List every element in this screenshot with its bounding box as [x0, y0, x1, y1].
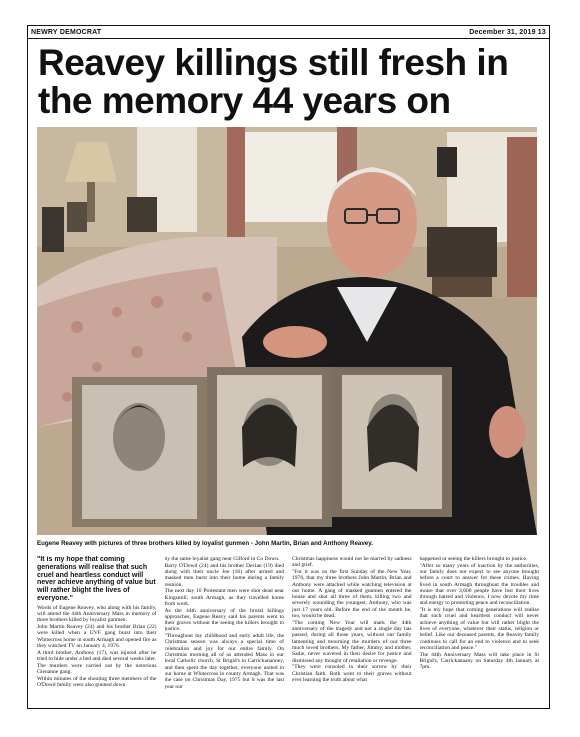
- headline-line-1: Reavey killings still fresh in: [38, 42, 509, 83]
- article-body: [37, 556, 539, 704]
- date-page-number: December 31, 2019 13: [469, 29, 546, 36]
- photo-illustration: [37, 127, 537, 535]
- paragraph: The murders were carried out by the notorious Glenanne gang.: [37, 662, 157, 675]
- publication-name: NEWRY DEMOCRAT: [31, 29, 102, 36]
- article-column-3: [292, 556, 412, 704]
- paragraph: "It is my hope that coming generations will realise that such cruel and heartless conduct will never achieve anything of value but will rather blight the lives of everyone, whatever their status, religion or belief. Like our deceased parents, the Reavey family continues to call for an end to violence and to seek reconciliation and peace.": [419, 607, 539, 651]
- paragraph: As the 44th anniversary of the brutal killings approaches, Eugene Reavy said his parents went to their graves without the seeing the killers brought to justice.: [164, 607, 284, 633]
- article-column-1: [37, 556, 157, 704]
- paragraph: "For it was on the first Sunday of the New Year, 1976, that my three brothers John Martin, Brian and Anthony were attacked while watching television at our home. A gang of masked gunmen entered the house and shot all three of them, killing two and severely wounding the youngest, Anthony, who was just 17 years old. Before the end of the month he, too, would be dead.: [292, 568, 412, 620]
- article-column-4: [420, 556, 540, 704]
- page-header: [28, 27, 549, 38]
- paragraph: Christmas happiness would not be marred by sadness and grief.: [292, 556, 412, 569]
- photo-caption: Eugene Reavey with pictures of three brothers killed by loyalist gunmen - John Martin, Brian and Anthony Reavey.: [37, 540, 373, 547]
- paragraph: The next day 10 Protestant men were shot dead near Kingsmill, south Armagh, as they travelled home from work.: [164, 588, 284, 607]
- paragraph: "After so many years of inaction by the authorities, our family does not expect to see anyone brought before a court to answer for these crimes. Having lived in south Armagh throughout the troubles and aware that over 3,600 people have lost their lives through hatred and violence, I now devote my time and energy to promoting peace and reconciliation.: [419, 562, 539, 607]
- paragraph: John Martin Reavey (24) and his brother Brian (22) were killed when a UVF gang burst into their Whitecross home in south Armagh and opened fire as they watched TV on January 4, 1976.: [37, 624, 157, 649]
- paragraph: "They were consoled in their sorrow by their Christian faith. Both went to their graves without ever learning the truth about what: [292, 664, 412, 683]
- paragraph: A third brother, Anthony (17), was injured after he tried to hide under a bed and died several weeks later.: [37, 649, 157, 662]
- header-rule: [28, 38, 549, 39]
- headline-line-2: the memory 44 years on: [38, 80, 451, 121]
- paragraph: by the same loyalist gang near Gilford in Co Down.: [164, 556, 280, 562]
- paragraph: Words of Eugene Reavey, who along with his family, will attend the 44th Anniversary Mass in memory of three brothers killed by loyalist gunmen.: [37, 604, 157, 624]
- article-column-2: [165, 556, 285, 704]
- photo: [37, 127, 537, 535]
- paragraph: "Throughout my childhood and early adult life, the Christmas season was always a special time of celebration and joy for our entire family. On Christmas morning all of us attended Mass in our local Catholic church, St Brigid's in Carrickananney, and then spent the day together, everyone united in our home at Whitecross in county Armagh. That was the case on Christmas Day, 1975 but it was the last year our: [164, 633, 284, 690]
- article-lead-quote: "It is my hope that coming generations will realise that such cruel and heartless conduct will never achieve anything of value but will rather blight the lives of everyone.": [37, 556, 156, 602]
- paragraph: "The coming New Year will mark the 44th anniversary of the tragedy and not a single day has passed, during all those years, without our family lamenting and mourning the murders of our three much loved brothers. My father, Jimmy, and mother, Sadie, never wavered in their desire for justice and dismissed any thought of retaliation or revenge.: [292, 619, 412, 664]
- paragraph: The 44th Anniversary Mass will take place in St Brigid's, Carrickanaany on Saturday 4th January at 7pm.: [419, 651, 539, 671]
- headline: [38, 44, 538, 120]
- paragraph: Barry O'Dowd (24) and his brother Declan (19) died along with their uncle Joe (16) after armed and masked men burst into their home during a family reunion.: [164, 562, 284, 588]
- paragraph: happened or seeing the killers brought to justice.: [419, 556, 528, 562]
- paragraph: Within minutes of the shooting three members of the O'Dowd family were also gunned down: [37, 675, 157, 688]
